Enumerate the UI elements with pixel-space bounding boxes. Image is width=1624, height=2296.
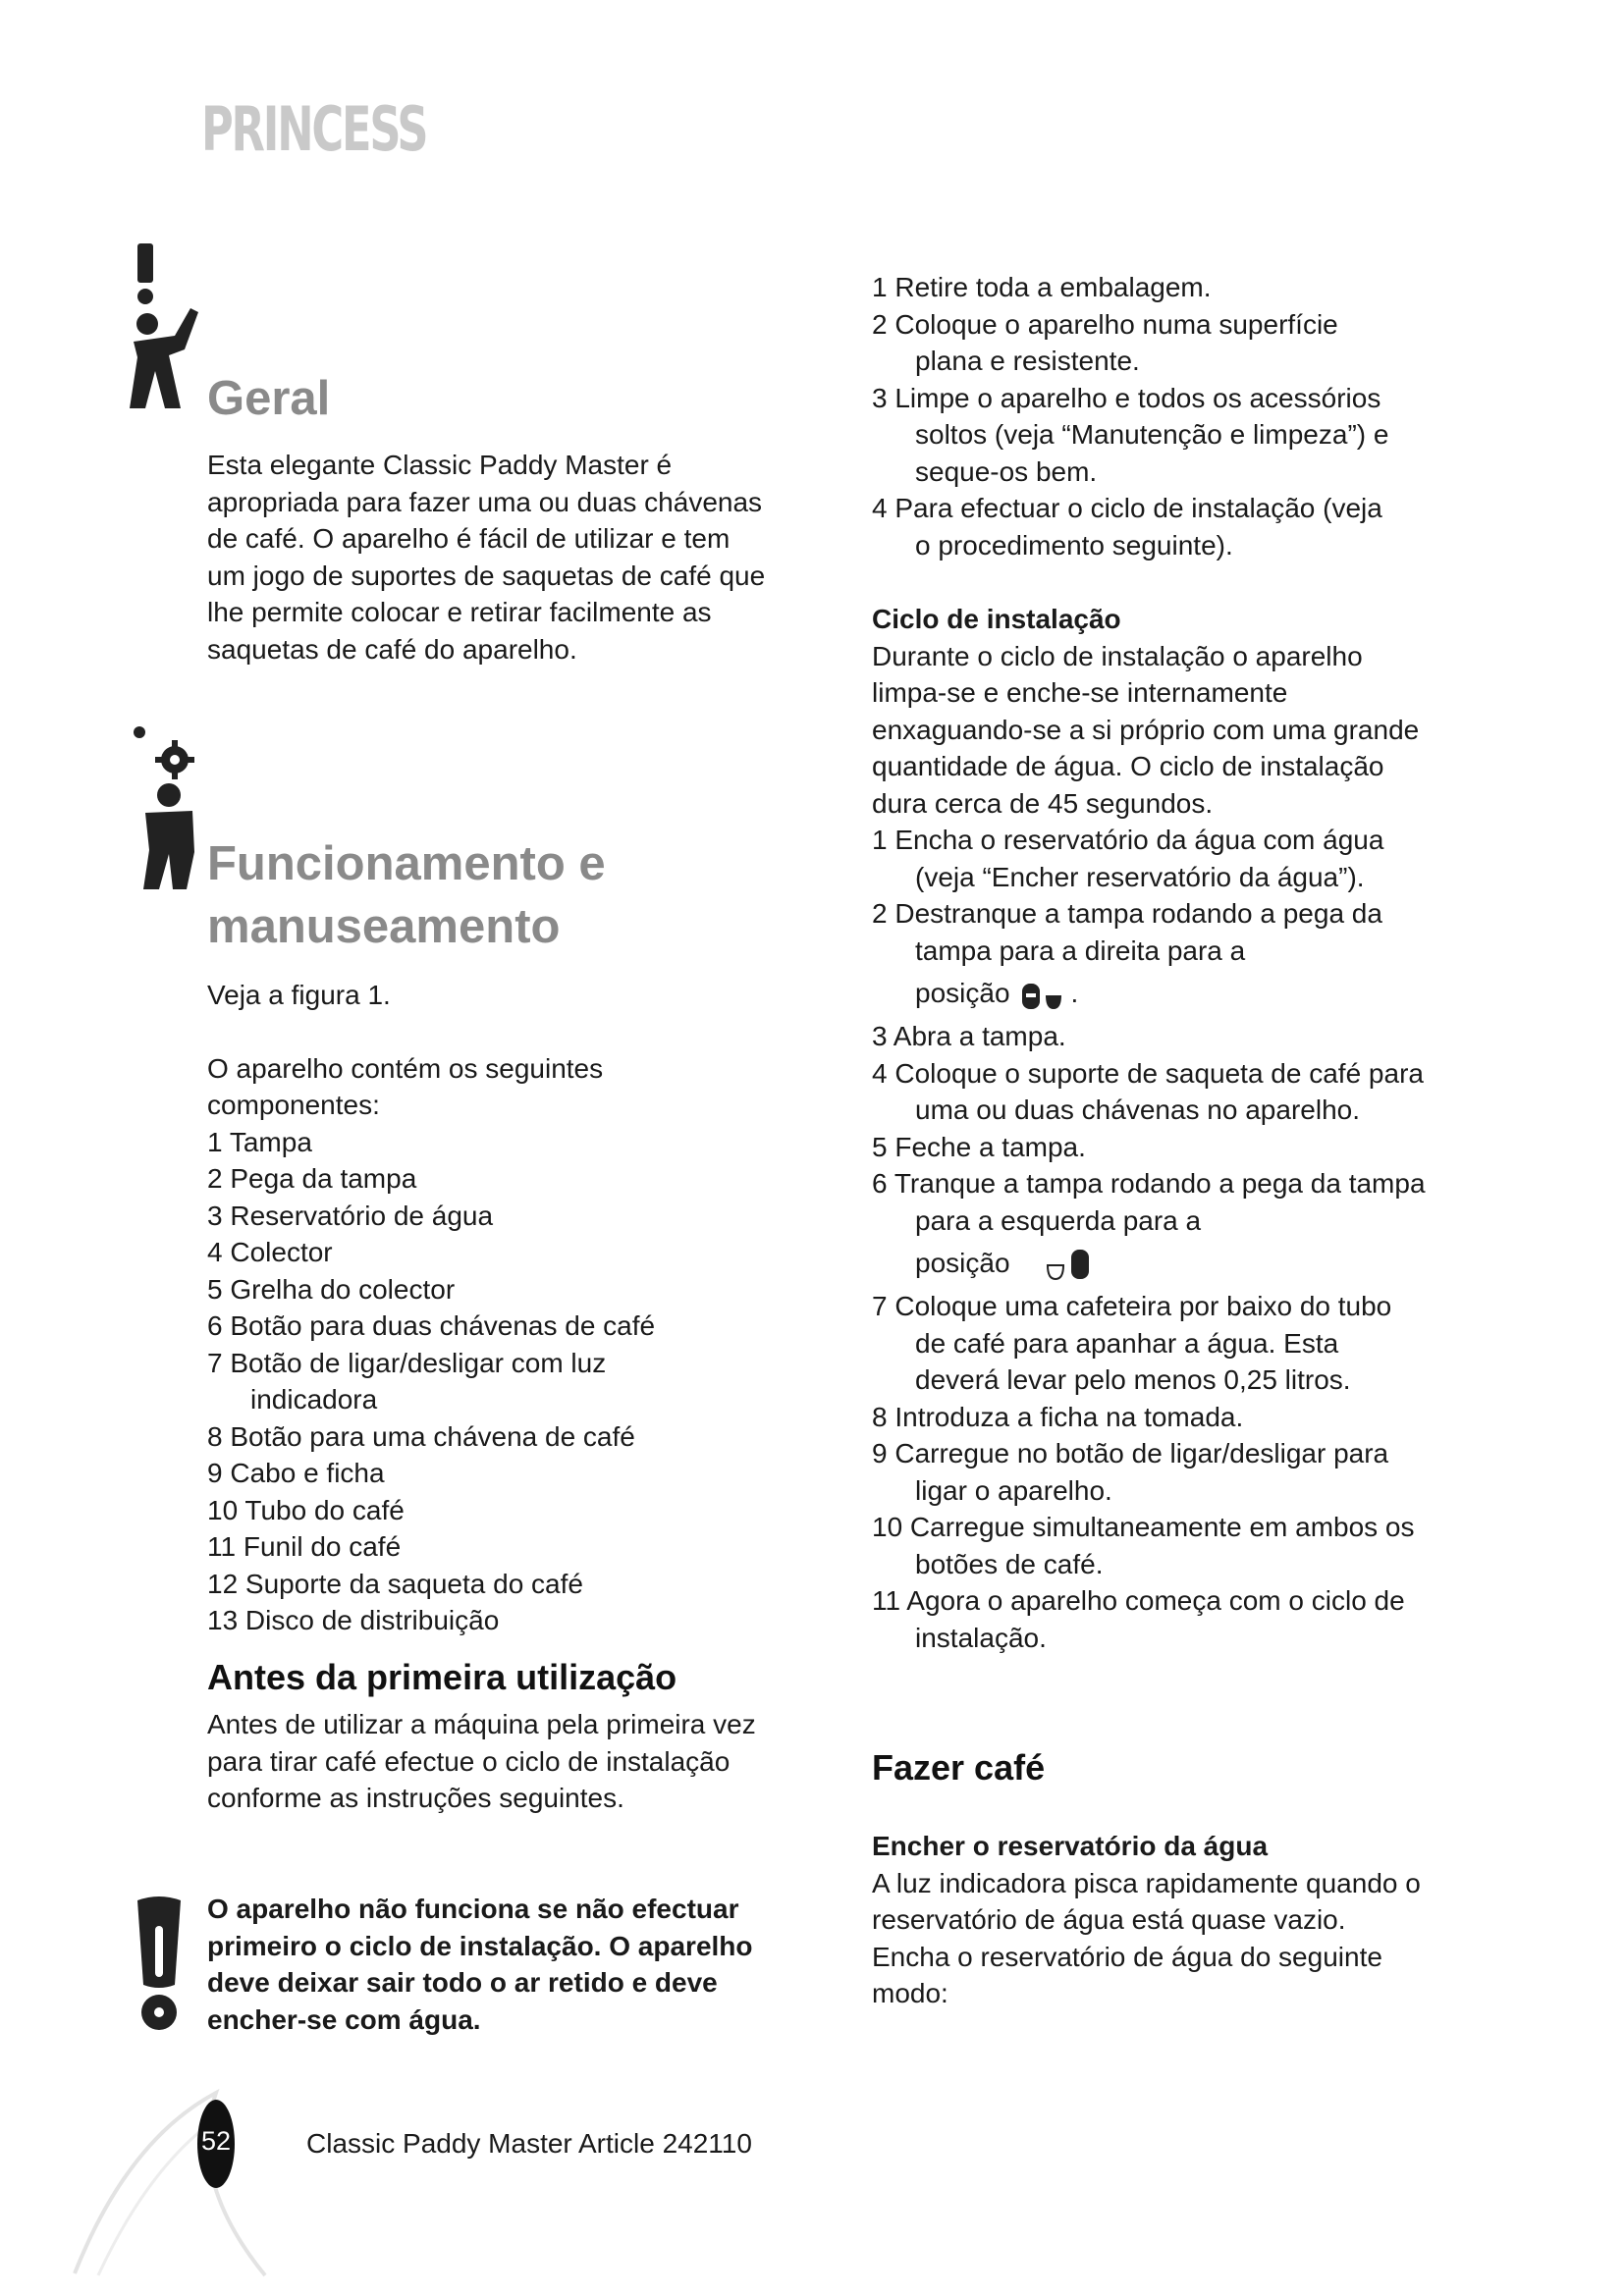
page-number: 52 (200, 2126, 232, 2156)
list-item: 2 Pega da tampa (207, 1163, 417, 1194)
ciclo-title: Ciclo de instalação (872, 604, 1121, 634)
list-item: 9 Carregue no botão de ligar/desligar para ligar o aparelho. (872, 1438, 1389, 1506)
fazer-body-block (872, 1828, 1422, 2012)
pos-lock-label: posição (915, 1248, 1010, 1278)
page-number-badge (196, 2099, 236, 2189)
geral-body: Esta elegante Classic Paddy Master é apropriada para fazer uma ou duas chávenas de café. O aparelho é fácil de utilizar e tem um jogo de suportes de saquetas de café que lhe permite colocar e retirar facilmente as saquetas de café do aparelho. (207, 450, 766, 665)
pos-unlock-suffix: . (1070, 978, 1079, 1008)
ciclo-steps-b (872, 1018, 1426, 1288)
list-item: 1 Retire toda a embalagem. (872, 272, 1212, 302)
list-item: 1 Tampa (207, 1126, 312, 1157)
fazer-title: Fazer café (872, 1747, 1046, 1788)
list-item: 10 Carregue simultaneamente em ambos os botões de café. (872, 1512, 1415, 1579)
decorative-swoosh (69, 2081, 285, 2277)
unlock-position-icon (1020, 980, 1071, 1011)
geral-body-block (207, 447, 772, 667)
list-item: 11 Funil do café (207, 1531, 402, 1562)
brand-logo (201, 93, 466, 172)
components-list (207, 1124, 777, 1639)
list-item: 3 Limpe o aparelho e todos os acessórios soltos (veja “Manutenção e limpeza”) e seque-os bem. (872, 382, 1389, 487)
geral-title: Geral (207, 372, 331, 425)
ciclo-steps-c (872, 1288, 1422, 1656)
list-item: 11 Agora o aparelho começa com o ciclo de instalação. (872, 1585, 1405, 1653)
list-item: 5 Grelha do colector (207, 1273, 456, 1305)
section-fazer (872, 1745, 1441, 1790)
funcionamento-title-line2: manuseamento (207, 900, 561, 953)
pos-unlock-label: posição (915, 978, 1010, 1008)
list-item: 4 Coloque o suporte de saqueta de café para uma ou duas chávenas no aparelho. (872, 1057, 1424, 1125)
list-item: 8 Introduza a ficha na tomada. (872, 1401, 1244, 1432)
antes-title: Antes da primeira utilização (207, 1657, 677, 1697)
list-item: 5 Feche a tampa. (872, 1131, 1086, 1162)
components-intro-line1: O aparelho contém os seguintes (207, 1052, 604, 1084)
list-item: 3 Reservatório de água (207, 1200, 494, 1231)
list-item: 7 Botão de ligar/desligar com luz indicadora (207, 1347, 607, 1415)
section-funcionamento (207, 832, 777, 958)
antes-warning: O aparelho não funciona se não efectuar primeiro o ciclo de instalação. O aparelho deve deixar sair todo o ar retido e deve encher-se com água. (207, 1894, 753, 2035)
fazer-subtitle: Encher o reservatório da água (872, 1831, 1269, 1861)
list-item: 2 Coloque o aparelho numa superfície plana e resistente. (872, 308, 1338, 376)
list-item: 13 Disco de distribuição (207, 1605, 500, 1635)
brand-logo-text: PRINCESS (201, 93, 427, 165)
lock-position-icon (1044, 1248, 1095, 1283)
antes-body: Antes de utilizar a máquina pela primeira vez para tirar café efectue o ciclo de instalação conforme as instruções seguintes. (207, 1709, 756, 1813)
list-item: 2 Destranque a tampa rodando a pega da tampa para a direita para a (872, 898, 1382, 966)
pos-lock-line (872, 1239, 1422, 1288)
list-item: 6 Botão para duas chávenas de café (207, 1310, 656, 1341)
funcionamento-body (207, 977, 777, 1639)
list-item: 4 Colector (207, 1237, 333, 1267)
section-geral (207, 367, 777, 430)
list-item: 1 Encha o reservatório da água com água (veja “Encher reservatório da água”). (872, 825, 1384, 892)
ciclo-steps-a (872, 822, 1422, 1018)
see-figure: Veja a figura 1. (207, 980, 391, 1010)
fazer-body: A luz indicadora pisca rapidamente quando o reservatório de água está quase vazio. Encha o reservatório de água do seguinte modo: (872, 1867, 1421, 2008)
list-item: 8 Botão para uma chávena de café (207, 1420, 635, 1452)
section-antes (207, 1655, 777, 1700)
list-item: 4 Para efectuar o ciclo de instalação (veja o procedimento seguinte). (872, 493, 1382, 561)
person-exclamation-icon (124, 243, 202, 410)
section-ciclo (872, 601, 1426, 1656)
antes-body-block (207, 1706, 757, 1817)
components-intro-line2: componentes: (207, 1090, 380, 1120)
pos-unlock-line (872, 969, 1422, 1018)
warning-exclamation-icon (128, 1896, 190, 2034)
person-gear-icon (130, 724, 208, 891)
list-item: 10 Tubo do café (207, 1494, 405, 1525)
antes-warning-block (207, 1891, 767, 2038)
list-item: 7 Coloque uma cafeteira por baixo do tubo de café para apanhar a água. Esta deverá levar pelo menos 0,25 litros. (872, 1291, 1392, 1395)
ciclo-body: Durante o ciclo de instalação o aparelho limpa-se e enche-se internamente enxaguando-se a si próprio com uma grande quantidade de água. O ciclo de instalação dura cerca de 45 segundos. (872, 640, 1420, 819)
list-item: 3 Abra a tampa. (872, 1021, 1066, 1051)
funcionamento-title-line1: Funcionamento e (207, 837, 606, 890)
footer-text: Classic Paddy Master Article 242110 (306, 2128, 752, 2159)
list-item: 6 Tranque a tampa rodando a pega da tampa para a esquerda para a (872, 1168, 1426, 1236)
list-item: 9 Cabo e ficha (207, 1458, 385, 1488)
list-item: 12 Suporte da saqueta do café (207, 1568, 583, 1599)
steps-intro-list (872, 269, 1432, 563)
